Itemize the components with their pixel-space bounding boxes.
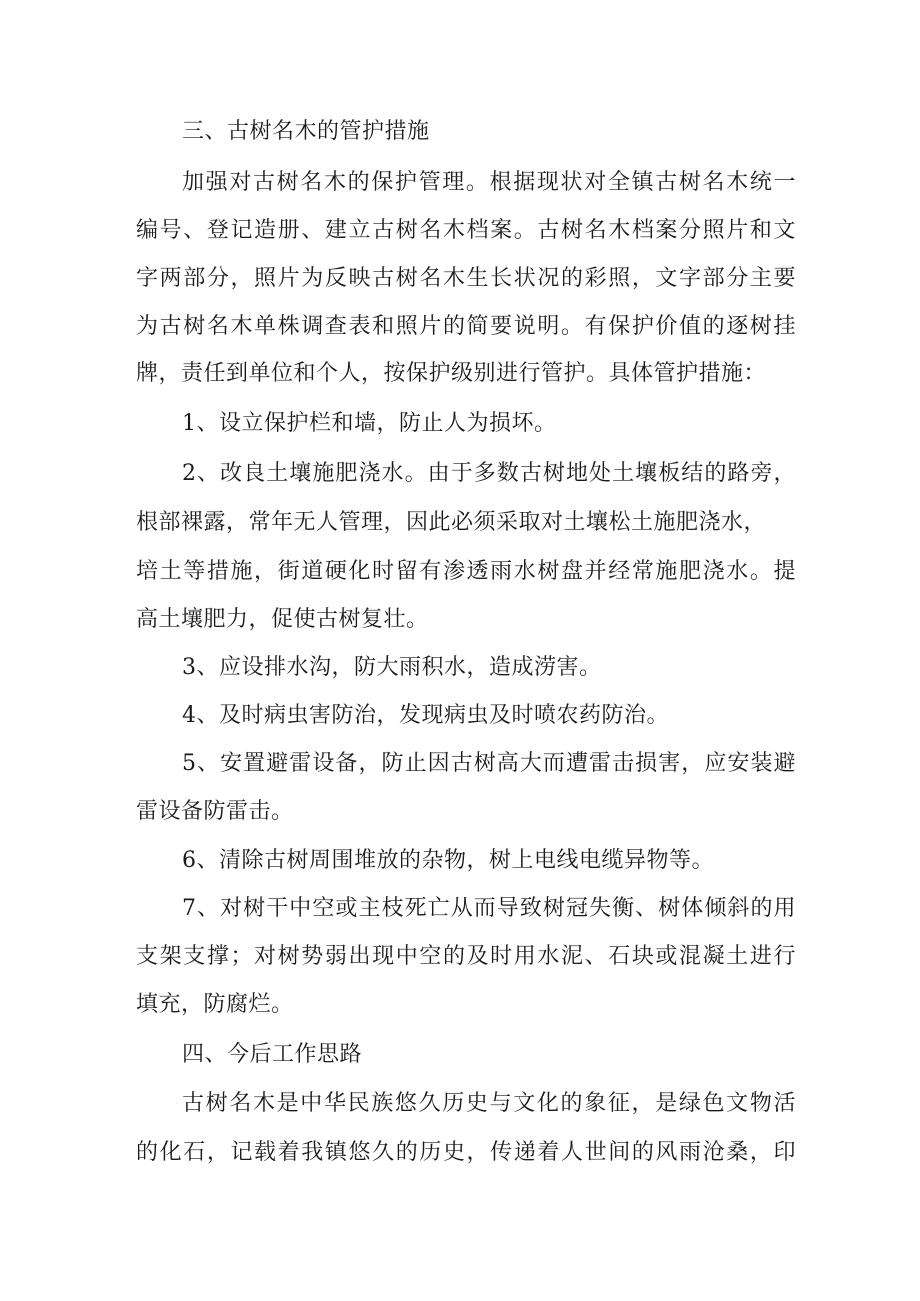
paragraph-line: 高土壤肥力，促使古树复壮。 bbox=[136, 607, 429, 632]
section-4-heading: 四、今后工作思路 bbox=[182, 1042, 363, 1067]
paragraph-line: 古树名木是中华民族悠久历史与文化的象征，是绿色文物活 bbox=[182, 1091, 796, 1116]
paragraph-line: 2、改良土壤施肥浇水。由于多数古树地处土壤板结的路旁， bbox=[182, 461, 796, 486]
paragraph-line: 字两部分，照片为反映古树名木生长状况的彩照，文字部分主要 bbox=[136, 266, 796, 291]
paragraph-line: 7、对树干中空或主枝死亡从而导致树冠失衡、树体倾斜的用 bbox=[182, 896, 796, 921]
section-3-heading: 三、古树名木的管护措施 bbox=[182, 119, 430, 144]
paragraph-line: 为古树名木单株调查表和照片的简要说明。有保护价值的逐树挂 bbox=[136, 314, 796, 339]
paragraph-line: 1、设立保护栏和墙，防止人为损坏。 bbox=[182, 411, 557, 436]
paragraph-line: 编号、登记造册、建立古树名木档案。古树名木档案分照片和文 bbox=[136, 218, 796, 243]
paragraph-line: 加强对古树名木的保护管理。根据现状对全镇古树名木统一 bbox=[182, 170, 796, 195]
paragraph-line: 培土等措施，街道硬化时留有渗透雨水树盘并经常施肥浇水。提 bbox=[136, 559, 796, 584]
paragraph-line: 6、清除古树周围堆放的杂物，树上电线电缆异物等。 bbox=[182, 848, 714, 873]
paragraph-line: 牌，责任到单位和个人，按保护级别进行管护。具体管护措施： bbox=[136, 361, 767, 386]
paragraph-line: 3、应设排水沟，防大雨积水，造成涝害。 bbox=[182, 655, 602, 680]
paragraph-line: 支架支撑；对树势弱出现中空的及时用水泥、石块或混凝土进行 bbox=[136, 944, 796, 969]
paragraph-line: 的化石，记载着我镇悠久的历史，传递着人世间的风雨沧桑，印 bbox=[136, 1140, 796, 1165]
paragraph-line: 填充，防腐烂。 bbox=[136, 992, 294, 1017]
paragraph-line: 5、安置避雷设备，防止因古树高大而遭雷击损害，应安装避 bbox=[182, 751, 796, 776]
paragraph-line: 4、及时病虫害防治，发现病虫及时喷农药防治。 bbox=[182, 703, 669, 728]
paragraph-line: 雷设备防雷击。 bbox=[136, 799, 294, 824]
paragraph-line: 根部裸露，常年无人管理，因此必须采取对土壤松土施肥浇水， bbox=[136, 510, 767, 535]
